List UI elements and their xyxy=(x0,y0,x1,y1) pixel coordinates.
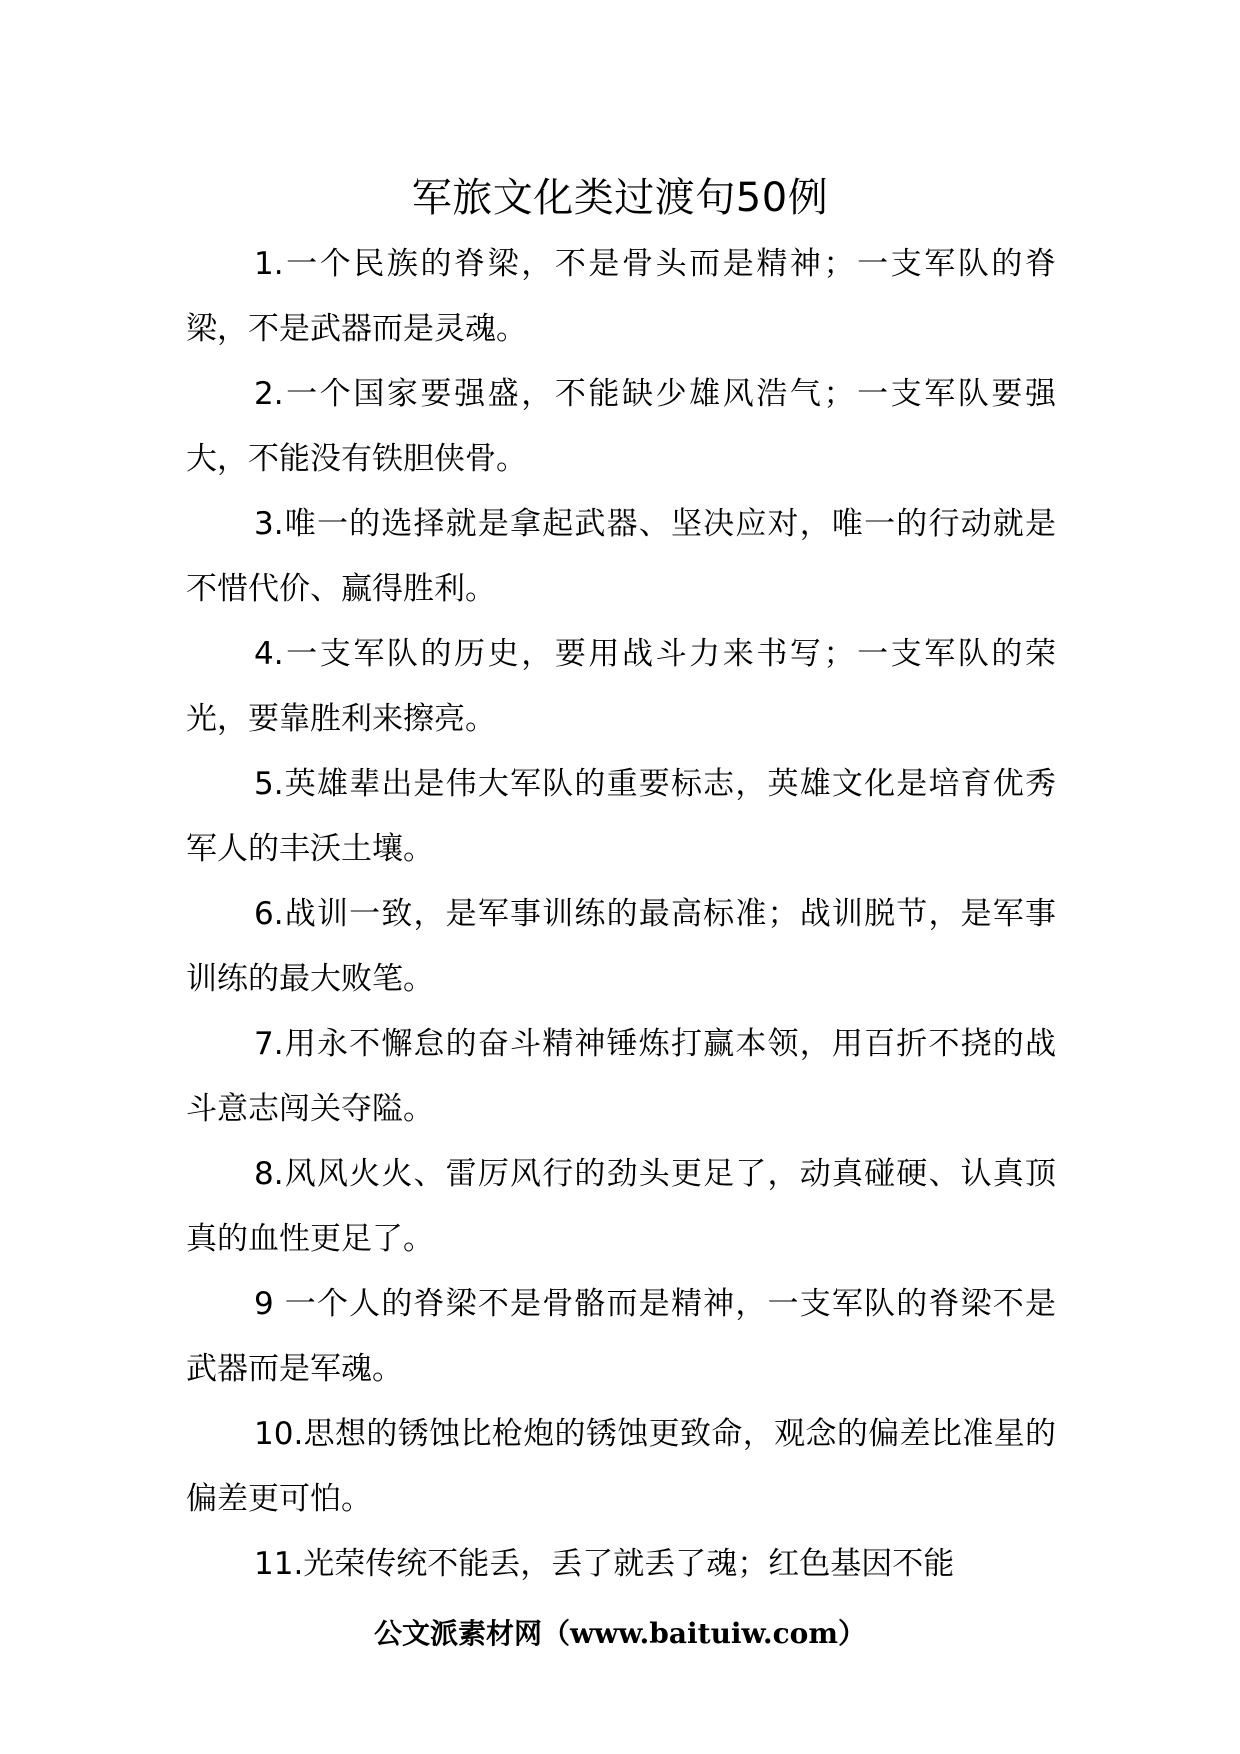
paragraph-2: 2.一个国家要强盛，不能缺少雄风浩气；一支军队要强大，不能没有铁胆侠骨。 xyxy=(186,376,1056,477)
paragraph-11: 11.光荣传统不能丢，丢了就丢了魂；红色基因不能 xyxy=(254,1546,955,1582)
document-body xyxy=(186,232,1056,1597)
paragraph-3: 3.唯一的选择就是拿起武器、坚决应对，唯一的行动就是不惜代价、赢得胜利。 xyxy=(186,506,1056,607)
page-footer: 公文派素材网（www.baituiw.com） xyxy=(374,1617,866,1650)
paragraph-7: 7.用永不懈怠的奋斗精神锤炼打赢本领，用百折不挠的战斗意志闯关夺隘。 xyxy=(186,1026,1056,1127)
paragraph-4: 4.一支军队的历史，要用战斗力来书写；一支军队的荣光，要靠胜利来擦亮。 xyxy=(186,636,1056,737)
document-title: 军旅文化类过渡句50例 xyxy=(411,175,829,221)
paragraph-10: 10.思想的锈蚀比枪炮的锈蚀更致命，观念的偏差比准星的偏差更可怕。 xyxy=(186,1416,1056,1517)
paragraph-5: 5.英雄辈出是伟大军队的重要标志，英雄文化是培育优秀军人的丰沃土壤。 xyxy=(186,766,1056,867)
paragraph-9: 9 一个人的脊梁不是骨骼而是精神，一支军队的脊梁不是武器而是军魂。 xyxy=(186,1286,1056,1387)
paragraph-6: 6.战训一致，是军事训练的最高标准；战训脱节，是军事训练的最大败笔。 xyxy=(186,896,1056,997)
paragraph-8: 8.风风火火、雷厉风行的劲头更足了，动真碰硬、认真顶真的血性更足了。 xyxy=(186,1156,1056,1257)
paragraph-1: 1.一个民族的脊梁，不是骨头而是精神；一支军队的脊梁，不是武器而是灵魂。 xyxy=(186,246,1056,347)
